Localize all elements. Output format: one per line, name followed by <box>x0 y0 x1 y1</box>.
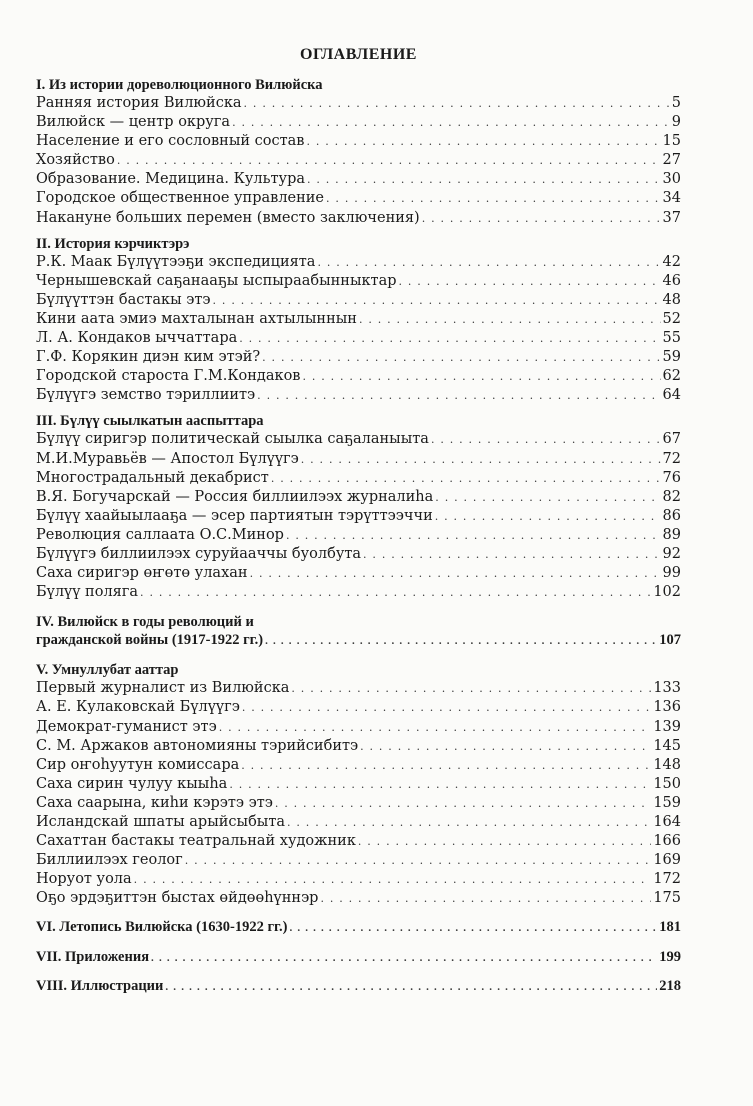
dot-leader <box>134 873 652 886</box>
toc-entry[interactable] <box>36 919 681 938</box>
page-number: 5 <box>671 95 681 111</box>
page-number: 136 <box>653 699 681 716</box>
toc-entry[interactable] <box>36 171 681 190</box>
page-number: 92 <box>662 545 681 562</box>
entry-label: Многострадальный декабрист <box>36 469 269 486</box>
entry-label: Бүлүүттэн бастакы этэ <box>36 291 211 308</box>
page-number: 62 <box>662 368 681 385</box>
dot-leader <box>287 816 651 829</box>
page-number: 72 <box>662 450 681 467</box>
dot-leader <box>435 491 660 504</box>
section-heading: IV. Вилюйск в годы революций и <box>36 614 254 631</box>
page-number: 30 <box>662 171 681 188</box>
entry-label: Бүлүү поляга <box>36 584 139 601</box>
dot-leader <box>117 154 661 167</box>
page-number: 42 <box>662 253 681 270</box>
dot-leader <box>185 854 652 867</box>
page-number: 9 <box>671 114 681 131</box>
entry-label: Первый журналист из Вилюйска <box>36 680 290 697</box>
page-number: 76 <box>662 469 681 486</box>
entry-label: Исландскай шпаты арыйсыбыта <box>36 814 286 830</box>
dot-leader <box>301 453 661 466</box>
toc-entry[interactable] <box>36 349 681 368</box>
toc-entry[interactable] <box>36 190 681 209</box>
dot-leader <box>244 97 670 110</box>
dot-leader <box>257 389 660 402</box>
entry-label: Городское общественное управление <box>36 190 325 207</box>
entry-label: VII. Приложения <box>36 948 150 965</box>
section-1 <box>36 76 681 229</box>
entry-label: М.И.Муравьёв — Апостол Бүлүүгэ <box>36 450 299 467</box>
dot-leader <box>326 192 661 205</box>
toc-entry[interactable] <box>36 949 681 968</box>
page-number: 169 <box>653 852 681 869</box>
entry-label: Сир оҥоһуутун комиссара <box>36 756 240 773</box>
dot-leader <box>232 116 670 129</box>
toc-entry[interactable] <box>36 210 681 229</box>
page-number: 150 <box>653 775 681 792</box>
toc-entry[interactable] <box>36 795 681 814</box>
section-heading: V. Умнуллубат ааттар <box>36 662 179 679</box>
page-number: 82 <box>662 488 681 505</box>
dot-leader <box>271 472 661 485</box>
page-number: 139 <box>653 718 681 735</box>
entry-label: Бүлүү сиригэр политическай сыылка саҕаланыыта <box>36 431 429 448</box>
entry-label: Саха сирин чулуу кыыһа <box>36 775 228 792</box>
section-5 <box>36 661 681 909</box>
page-number: 181 <box>659 919 681 936</box>
dot-leader <box>359 313 661 326</box>
dot-leader <box>239 332 660 345</box>
page-number: 166 <box>653 833 681 850</box>
page-title: ОГЛАВЛЕНИЕ <box>300 46 417 63</box>
page-number: 175 <box>653 890 681 907</box>
dot-leader <box>317 256 660 269</box>
page-number: 164 <box>653 814 681 830</box>
dot-leader <box>250 567 661 580</box>
dot-leader <box>422 212 661 225</box>
entry-label: гражданской войны (1917-1922 гг.) <box>36 632 264 649</box>
toc-entry[interactable] <box>36 431 681 450</box>
entry-label: Вилюйск — центр округа <box>36 114 231 131</box>
section-6 <box>36 919 681 938</box>
dot-leader <box>399 275 661 288</box>
toc-entry[interactable] <box>36 330 681 349</box>
page-number: 99 <box>662 565 681 582</box>
dot-leader <box>360 740 651 753</box>
section-8 <box>36 978 681 997</box>
dot-leader <box>275 797 651 810</box>
dot-leader <box>431 433 661 446</box>
toc-entry[interactable] <box>36 680 681 699</box>
entry-label: А. Е. Кулаковскай Бүлүүгэ <box>36 699 240 716</box>
section-3 <box>36 412 681 603</box>
page-number: 64 <box>662 387 681 404</box>
entry-label: Накануне больших перемен (вместо заключения) <box>36 209 420 226</box>
toc-entry[interactable] <box>36 565 681 584</box>
page-number: 37 <box>662 209 681 226</box>
page-number: 27 <box>662 152 681 169</box>
toc-entry[interactable] <box>36 546 681 565</box>
entry-label: Бүлүүгэ биллиилээх суруйааччы буолбута <box>36 545 362 562</box>
page-number: 107 <box>659 632 681 649</box>
entry-label: Норуот уола <box>36 871 132 888</box>
entry-label: С. М. Аржаков автономияны тэрийсибитэ <box>36 737 359 754</box>
table-of-contents <box>36 40 681 997</box>
section-4 <box>36 613 681 651</box>
section-2 <box>36 235 681 407</box>
entry-label: Население и его сословный состав <box>36 133 305 150</box>
entry-label: Саха саарына, киһи кэрэтэ этэ <box>36 794 273 811</box>
page-number: 52 <box>662 310 681 327</box>
entry-label: Р.К. Маак Бүлүүтээҕи экспедицията <box>36 253 316 270</box>
dot-leader <box>219 721 652 734</box>
toc-entry[interactable] <box>36 632 681 651</box>
dot-leader <box>307 173 661 186</box>
toc-entry[interactable] <box>36 470 681 489</box>
page-number: 148 <box>653 756 681 773</box>
dot-leader <box>242 701 651 714</box>
page-number: 34 <box>662 190 681 207</box>
dot-leader <box>291 682 651 695</box>
toc-entry[interactable] <box>36 292 681 311</box>
entry-label: Демократ-гуманист этэ <box>36 718 217 735</box>
toc-entry[interactable] <box>36 114 681 133</box>
toc-entry[interactable] <box>36 584 681 603</box>
dot-leader <box>286 529 661 542</box>
dot-leader <box>262 351 660 364</box>
dot-leader <box>320 892 651 905</box>
dot-leader <box>213 294 661 307</box>
dot-leader <box>265 635 657 647</box>
toc-entry[interactable] <box>36 833 681 852</box>
entry-label: Г.Ф. Корякин диэн ким этэй? <box>36 349 261 366</box>
dot-leader <box>241 759 651 772</box>
page-number: 67 <box>662 431 681 448</box>
dot-leader <box>435 510 661 523</box>
toc-entry[interactable] <box>36 527 681 546</box>
entry-label: Кини аата эмиэ махталынан ахтылыннын <box>36 310 357 327</box>
page-number: 48 <box>662 291 681 308</box>
dot-leader <box>302 370 660 383</box>
page-number: 218 <box>659 977 681 994</box>
section-heading: I. Из истории дореволюционного Вилюйска <box>36 77 323 93</box>
toc-entry[interactable] <box>36 978 681 997</box>
entry-label: Чернышевскай саҕанааҕы ыспыраабынныктар <box>36 272 397 289</box>
toc-entry[interactable] <box>36 852 681 871</box>
toc-entry[interactable] <box>36 508 681 527</box>
toc-entry[interactable] <box>36 451 681 470</box>
dot-leader <box>229 778 651 791</box>
entry-label: Хозяйство <box>36 152 115 169</box>
entry-label: VIII. Иллюстрации <box>36 977 164 994</box>
page-number: 59 <box>662 349 681 366</box>
page-number: 89 <box>662 526 681 543</box>
entry-label: Революция саллаата О.С.Минор <box>36 526 284 543</box>
page-number: 159 <box>653 794 681 811</box>
toc-entry[interactable] <box>36 719 681 738</box>
section-heading: II. История кэрчиктэрэ <box>36 235 190 252</box>
dot-leader <box>289 922 657 934</box>
entry-label: Бүлүү хаайыылааҕа — эсер партиятын тэрүттээччи <box>36 507 433 524</box>
entry-label: Оҕо эрдэҕиттэн быстах өйдөөһүннэр <box>36 890 319 907</box>
dot-leader <box>140 586 651 599</box>
section-7 <box>36 949 681 968</box>
entry-label: Биллиилээх геолог <box>36 852 183 869</box>
page-number: 102 <box>653 584 681 601</box>
toc-entry[interactable] <box>36 814 681 833</box>
entry-label: Л. А. Кондаков ыччаттара <box>36 330 238 347</box>
entry-label: Бүлүүгэ земство тэриллиитэ <box>36 387 256 404</box>
page-number: 145 <box>653 737 681 754</box>
toc-entry[interactable] <box>36 699 681 718</box>
toc-entry[interactable] <box>36 368 681 387</box>
section-heading: III. Бүлүү сыылкатын ааспыттара <box>36 413 264 430</box>
entry-label: Саха сиригэр өҥөтө улахан <box>36 565 248 582</box>
entry-label: Сахаттан бастакы театральнай художник <box>36 833 356 850</box>
toc-entry[interactable] <box>36 776 681 795</box>
page-number: 172 <box>653 871 681 888</box>
dot-leader <box>151 952 657 964</box>
page-number: 46 <box>662 272 681 289</box>
toc-entry[interactable] <box>36 871 681 890</box>
entry-label: VI. Летопись Вилюйска (1630-1922 гг.) <box>36 919 288 936</box>
toc-entry[interactable] <box>36 387 681 406</box>
entry-label: Ранняя история Вилюйска <box>36 95 242 111</box>
page-number: 86 <box>662 507 681 524</box>
page-number: 15 <box>662 133 681 150</box>
toc-entry[interactable] <box>36 254 681 273</box>
toc-entry[interactable] <box>36 890 681 909</box>
dot-leader <box>306 135 660 148</box>
page-number: 199 <box>659 948 681 965</box>
toc-entry[interactable] <box>36 489 681 508</box>
dot-leader <box>358 835 651 848</box>
dot-leader <box>363 548 661 561</box>
toc-entry[interactable] <box>36 133 681 152</box>
toc-entry[interactable] <box>36 311 681 330</box>
entry-label: Городской староста Г.М.Кондаков <box>36 368 301 385</box>
page-number: 133 <box>653 680 681 697</box>
toc-entry[interactable] <box>36 152 681 171</box>
page-number: 55 <box>662 330 681 347</box>
toc-entry[interactable] <box>36 738 681 757</box>
entry-label: В.Я. Богучарскай — Россия биллиилээх журналиһа <box>36 488 434 505</box>
dot-leader <box>165 981 657 993</box>
toc-entry[interactable] <box>36 757 681 776</box>
toc-entry[interactable] <box>36 273 681 292</box>
toc-entry[interactable] <box>36 95 681 114</box>
entry-label: Образование. Медицина. Культура <box>36 171 305 188</box>
